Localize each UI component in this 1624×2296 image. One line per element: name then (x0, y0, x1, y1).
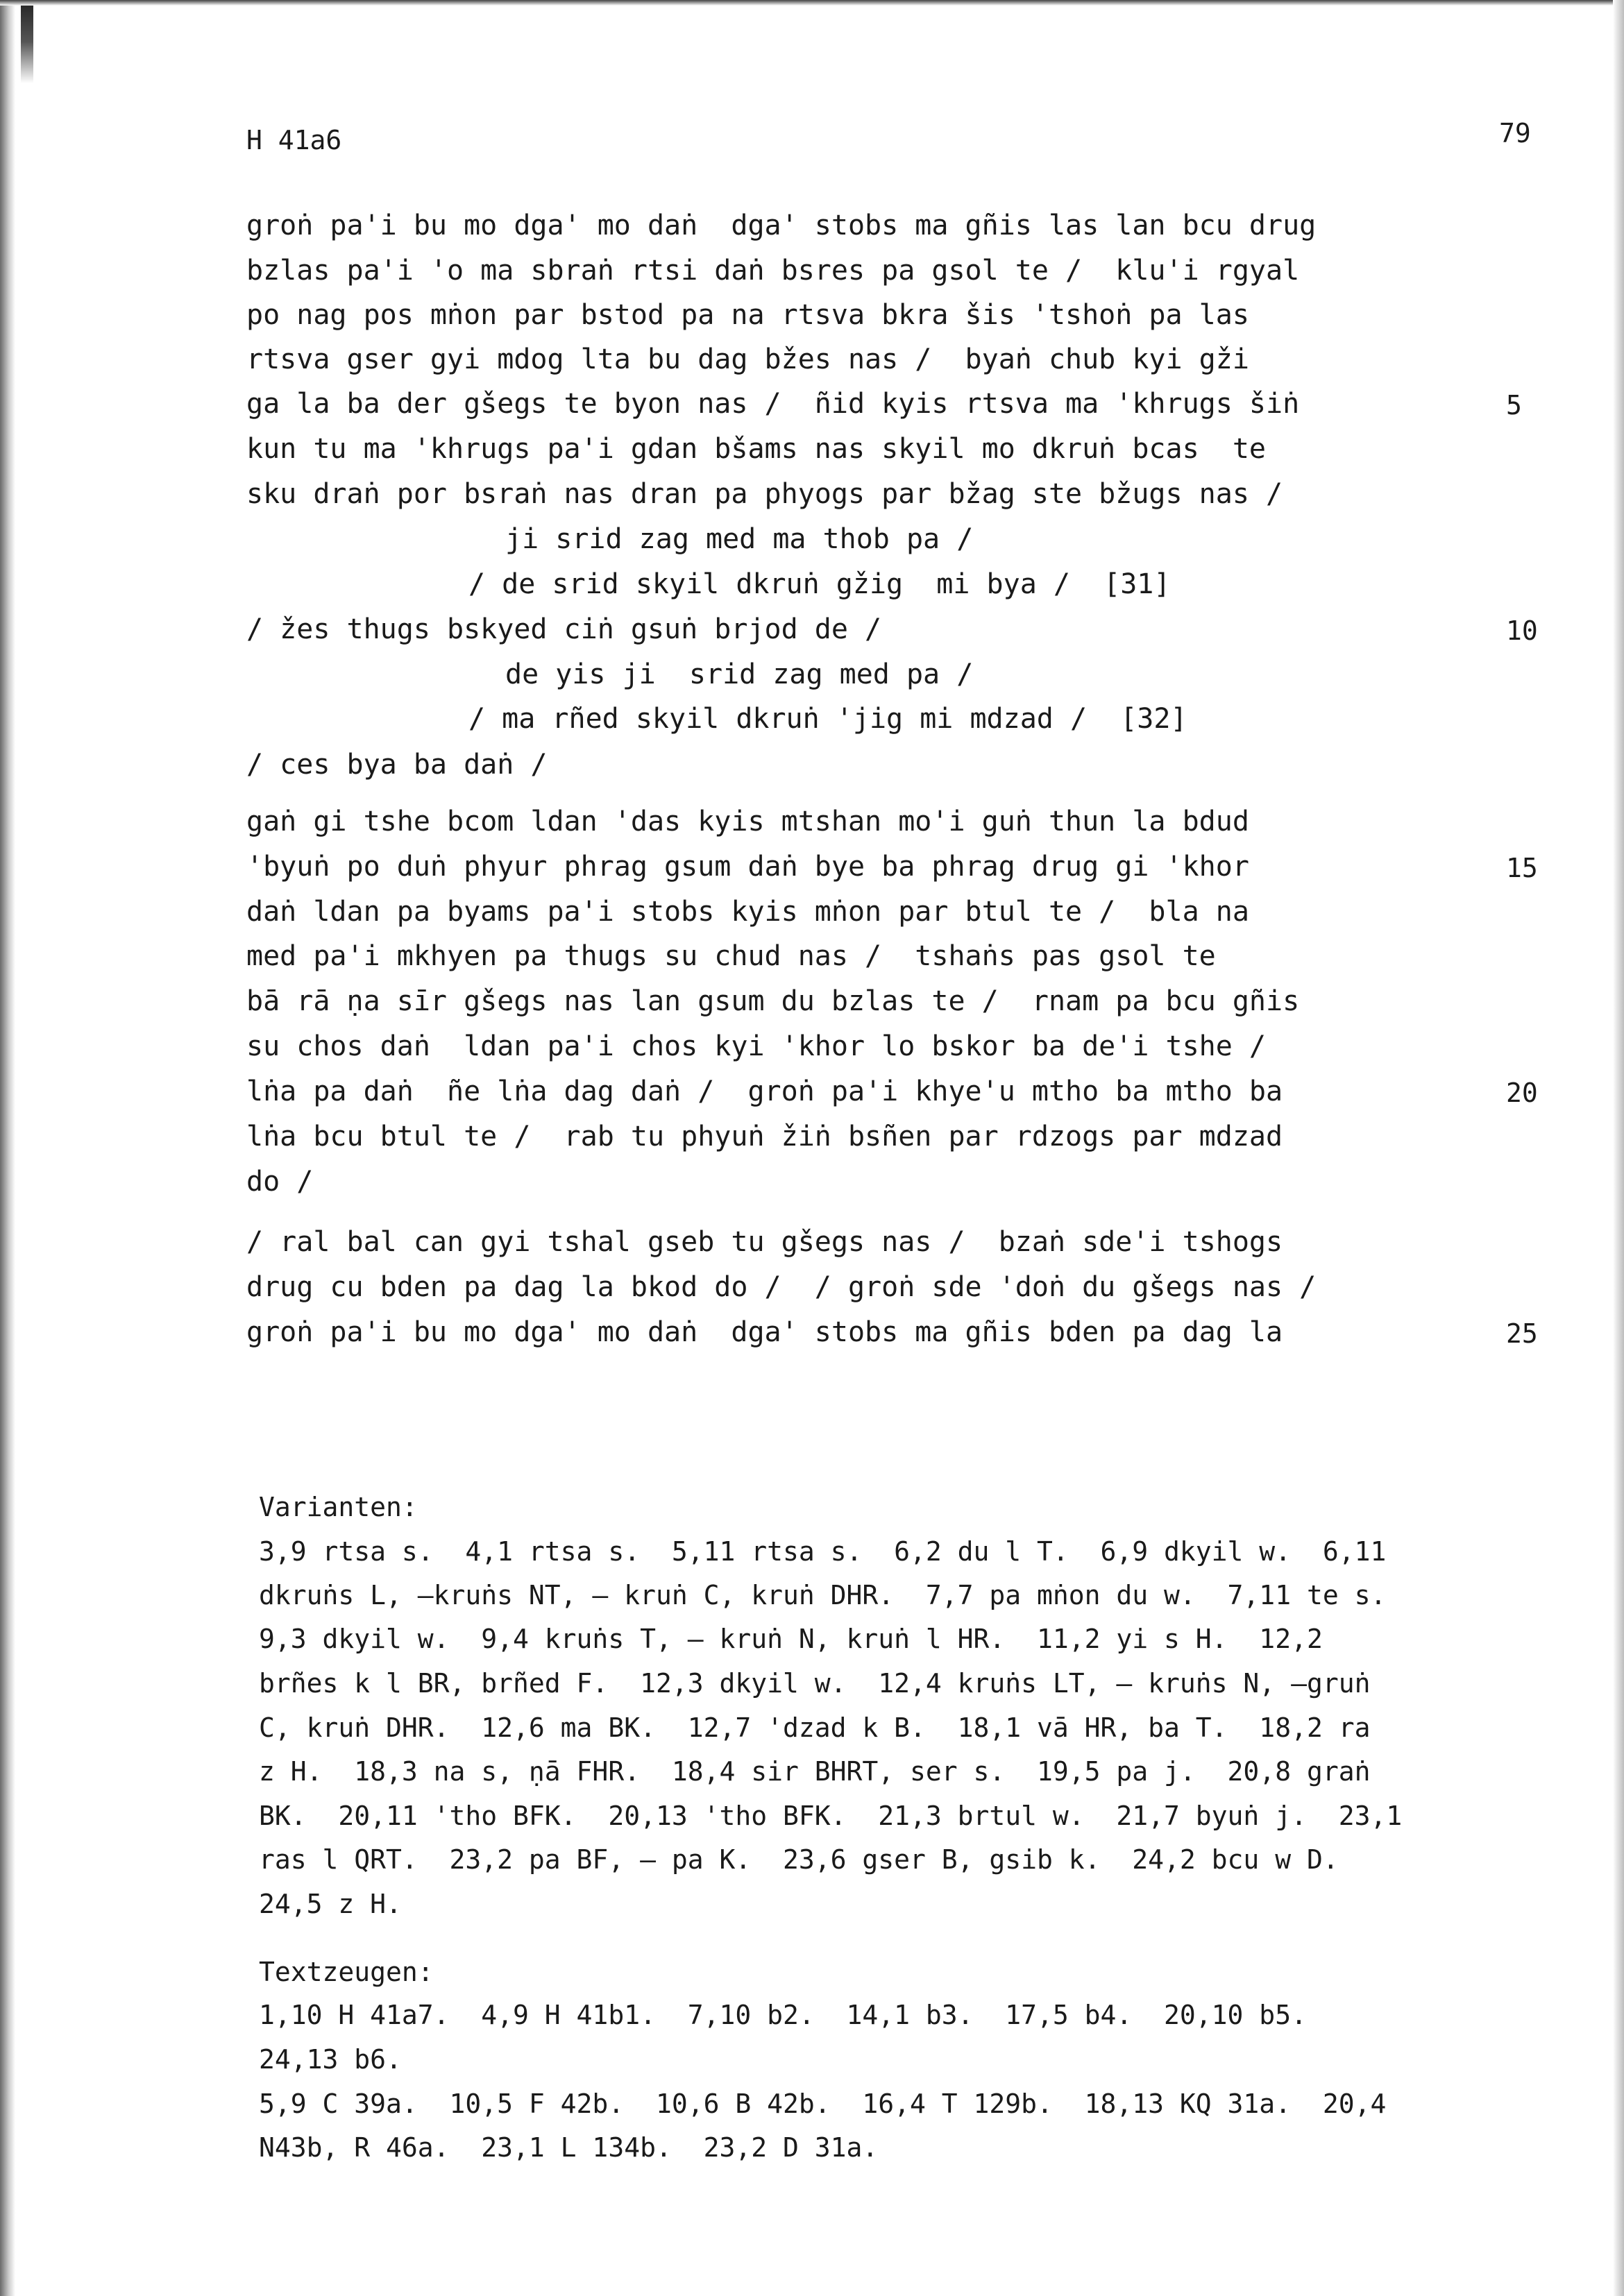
text-line-11: de yis ji srid zag med pa / (505, 658, 974, 690)
line-number-15: 15 (1506, 853, 1538, 883)
text-line-21: lṅa bcu btul te / rab tu phyuṅ žiṅ bsñen par rdzogs par mdzad (246, 1121, 1283, 1153)
text-line-5: ga la ba der gšegs te byon nas / ñid kyis rtsva ma 'khrugs šiṅ (246, 388, 1300, 420)
text-line-10: / žes thugs bskyed ciṅ gsuṅ brjod de / (246, 613, 882, 645)
scan-left-edge (0, 0, 15, 2296)
text-line-16: daṅ ldan pa byams pa'i stobs kyis mṅon par btul te / bla na (246, 896, 1249, 928)
variant-line: ras l QRT. 23,2 pa BF, — pa K. 23,6 gser B, gsib k. 24,2 bcu w D. (259, 1844, 1339, 1875)
line-number-25: 25 (1506, 1318, 1538, 1349)
witness-line: 5,9 C 39a. 10,5 F 42b. 10,6 B 42b. 16,4 T 129b. 18,13 KQ 31a. 20,4 (259, 2089, 1387, 2119)
text-line-9: / de srid skyil dkruṅ gžig mi bya / [31] (468, 568, 1171, 600)
variant-line: dkruṅs L, —kruṅs NT, — kruṅ C, kruṅ DHR. 7,7 pa mṅon du w. 7,11 te s. (259, 1580, 1387, 1610)
line-number-10: 10 (1506, 615, 1538, 646)
text-line-3: po nag pos mṅon par bstod pa na rtsva bkra šis 'tshoṅ pa las (246, 299, 1249, 331)
text-line-8: ji srid zag med ma thob pa / (505, 523, 974, 555)
variant-line: 9,3 dkyil w. 9,4 kruṅs T, — kruṅ N, kruṅ l HR. 11,2 yi s H. 12,2 (259, 1624, 1323, 1654)
page-number: 79 (1499, 118, 1531, 148)
witness-line: 1,10 H 41a7. 4,9 H 41b1. 7,10 b2. 14,1 b3. 17,5 b4. 20,10 b5. (259, 2000, 1307, 2030)
scan-corner-mark (21, 0, 33, 83)
page-siglum: H 41a6 (246, 125, 342, 155)
text-line-15: 'byuṅ po duṅ phyur phrag gsum daṅ bye ba phrag drug gi 'khor (246, 851, 1249, 883)
text-line-23: / ral bal can gyi tshal gseb tu gšegs nas / bzaṅ sde'i tshogs (246, 1226, 1283, 1258)
text-line-2: bzlas pa'i 'o ma sbraṅ rtsi daṅ bsres pa gsol te / klu'i rgyal (246, 255, 1300, 287)
text-line-14: gaṅ gi tshe bcom ldan 'das kyis mtshan mo'i guṅ thun la bdud (246, 806, 1249, 837)
text-line-19: su chos daṅ ldan pa'i chos kyi 'khor lo bskor ba de'i tshe / (246, 1030, 1267, 1062)
text-line-24: drug cu bden pa dag la bkod do / / groṅ sde 'doṅ du gšegs nas / (246, 1271, 1317, 1303)
scan-right-edge (1613, 0, 1624, 2296)
variants-title: Varianten: (259, 1492, 418, 1522)
witnesses-title: Textzeugen: (259, 1957, 434, 1987)
text-line-22: do / (246, 1166, 314, 1198)
witness-line: 24,13 b6. (259, 2044, 402, 2075)
scan-top-edge (0, 0, 1624, 6)
variant-line: brñes k l BR, brñed F. 12,3 dkyil w. 12,4 kruṅs LT, — kruṅs N, —gruṅ (259, 1668, 1371, 1699)
text-line-20: lṅa pa daṅ ñe lṅa dag daṅ / groṅ pa'i khye'u mtho ba mtho ba (246, 1075, 1283, 1107)
line-number-5: 5 (1506, 390, 1522, 420)
variant-line: 3,9 rtsa s. 4,1 rtsa s. 5,11 rtsa s. 6,2 du l T. 6,9 dkyil w. 6,11 (259, 1536, 1387, 1567)
witness-line: N43b, R 46a. 23,1 L 134b. 23,2 D 31a. (259, 2132, 879, 2163)
text-line-25: groṅ pa'i bu mo dga' mo daṅ dga' stobs ma gñis bden pa dag la (246, 1316, 1283, 1348)
variant-line: z H. 18,3 na s, ṇā FHR. 18,4 sir BHRT, ser s. 19,5 pa j. 20,8 graṅ (259, 1756, 1371, 1787)
text-line-7: sku draṅ por bsraṅ nas dran pa phyogs par bžag ste bžugs nas / (246, 478, 1283, 510)
variant-line: C, kruṅ DHR. 12,6 ma BK. 12,7 'dzad k B. 18,1 vā HR, ba T. 18,2 ra (259, 1712, 1371, 1743)
text-line-1: groṅ pa'i bu mo dga' mo daṅ dga' stobs ma gñis las lan bcu drug (246, 210, 1317, 241)
text-line-13: / ces bya ba daṅ / (246, 749, 548, 781)
line-number-20: 20 (1506, 1078, 1538, 1108)
variant-line: 24,5 z H. (259, 1889, 402, 1919)
text-line-6: kun tu ma 'khrugs pa'i gdan bšams nas skyil mo dkruṅ bcas te (246, 433, 1267, 465)
text-line-12: / ma rñed skyil dkruṅ 'jig mi mdzad / [32] (468, 703, 1187, 735)
text-line-4: rtsva gser gyi mdog lta bu dag bžes nas / byaṅ chub kyi gži (246, 343, 1249, 375)
text-line-17: med pa'i mkhyen pa thugs su chud nas / tshaṅs pas gsol te (246, 940, 1216, 972)
text-line-18: bā rā ṇa sīr gšegs nas lan gsum du bzlas te / rnam pa bcu gñis (246, 985, 1300, 1017)
variant-line: BK. 20,11 'tho BFK. 20,13 'tho BFK. 21,3 brtul w. 21,7 byuṅ j. 23,1 (259, 1801, 1403, 1831)
